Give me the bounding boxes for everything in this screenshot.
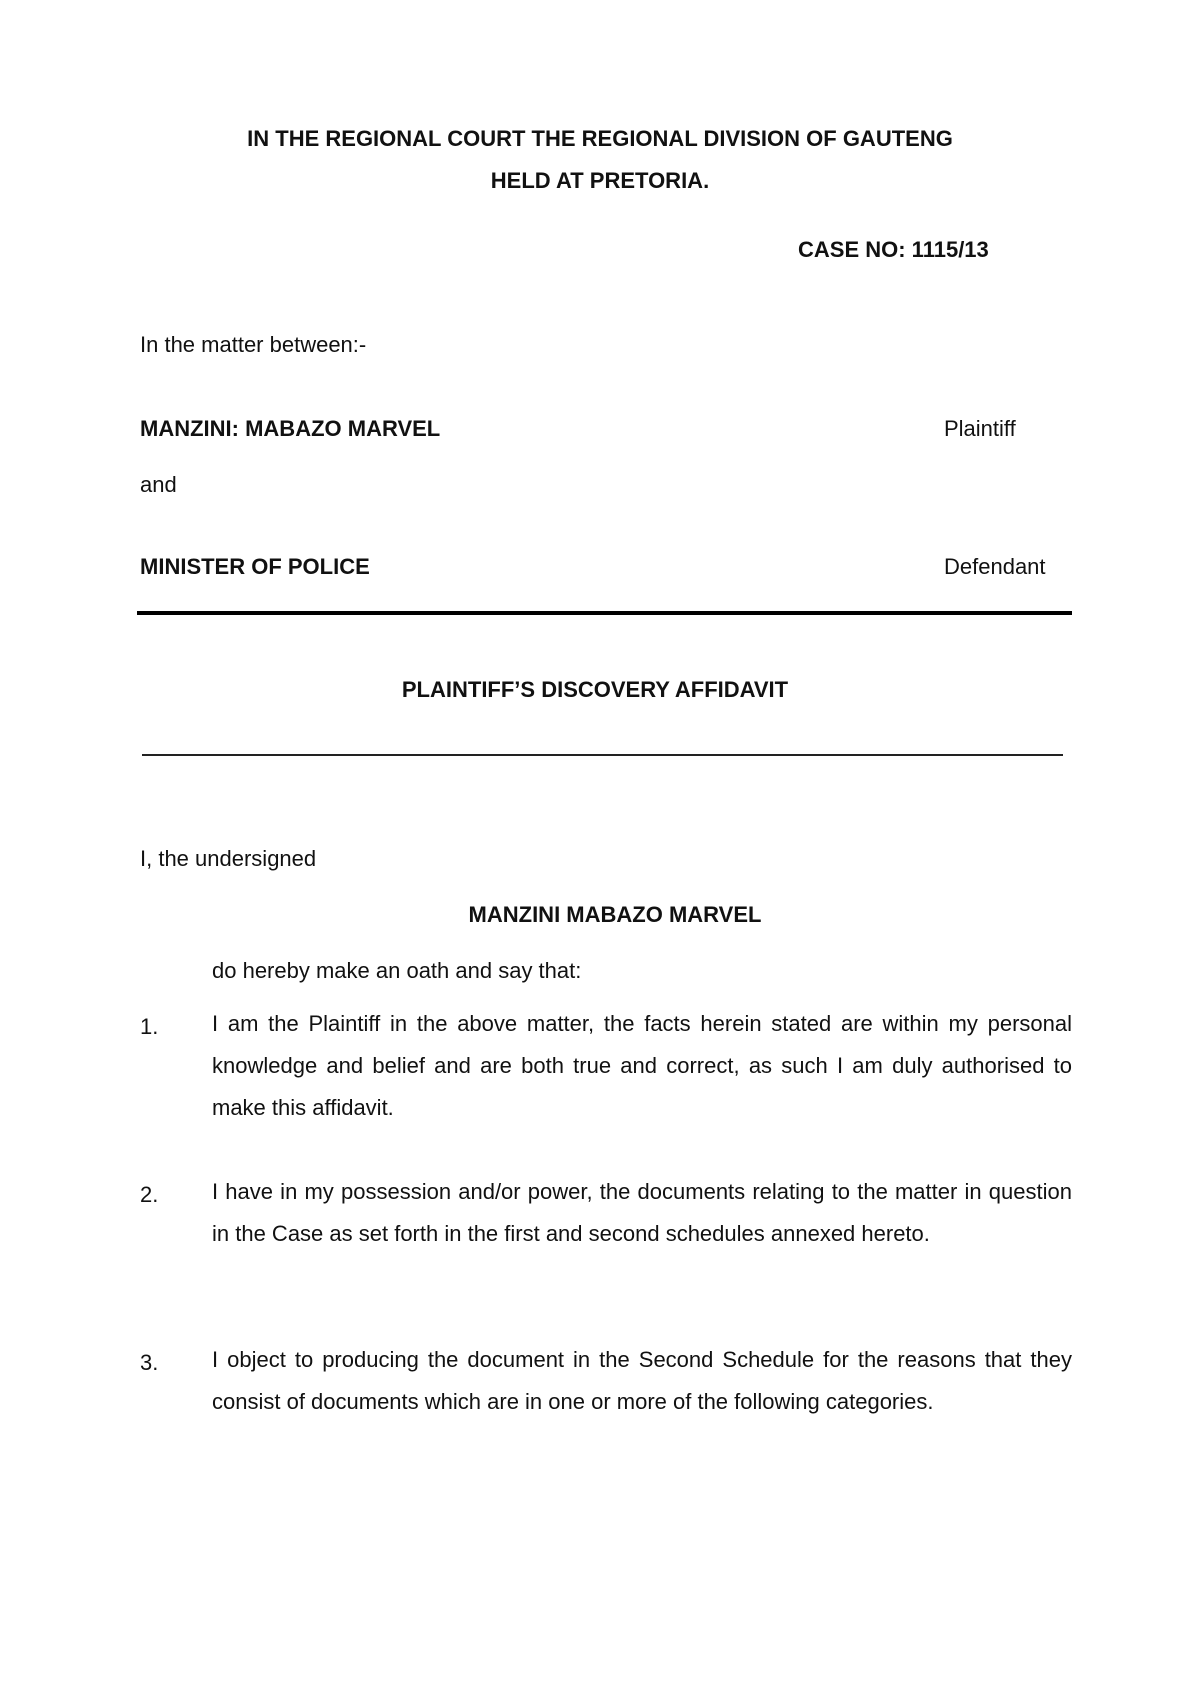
court-line-1: IN THE REGIONAL COURT THE REGIONAL DIVISION OF GAUTENG [247,126,953,151]
plaintiff-role: Plaintiff [944,416,1016,441]
paragraph-1-text: I am the Plaintiff in the above matter, the facts herein stated are within my personal knowledge and belief and are both true and correct, as such I am duly authorised to make this affidavit. [212,1011,1072,1120]
plaintiff-name: MANZINI: MABAZO MARVEL [140,416,441,441]
defendant-role: Defendant [944,554,1046,579]
paragraph-1-number: 1. [140,1014,159,1039]
case-number: CASE NO: 1115/13 [798,237,989,262]
paragraph-3-text: I object to producing the document in the Second Schedule for the reasons that they consist of documents which are in one or more of the following categories. [212,1347,1072,1414]
paragraph-2-number: 2. [140,1182,159,1207]
defendant-name: MINISTER OF POLICE [140,554,370,579]
paragraph-3-number: 3. [140,1350,159,1375]
thin-divider [142,754,1063,756]
matter-intro: In the matter between:- [140,332,367,357]
paragraph-2-text: I have in my possession and/or power, the documents relating to the matter in question in the Case as set forth in the first and second schedules annexed hereto. [212,1179,1072,1246]
deponent-intro: I, the undersigned [140,846,317,871]
heavy-divider [137,611,1072,615]
deponent-name: MANZINI MABAZO MARVEL [468,902,762,927]
document-title: PLAINTIFF’S DISCOVERY AFFIDAVIT [401,677,789,702]
conjunction-and: and [140,472,177,497]
oath-statement: do hereby make an oath and say that: [212,958,582,983]
court-line-2: HELD AT PRETORIA. [490,168,710,193]
